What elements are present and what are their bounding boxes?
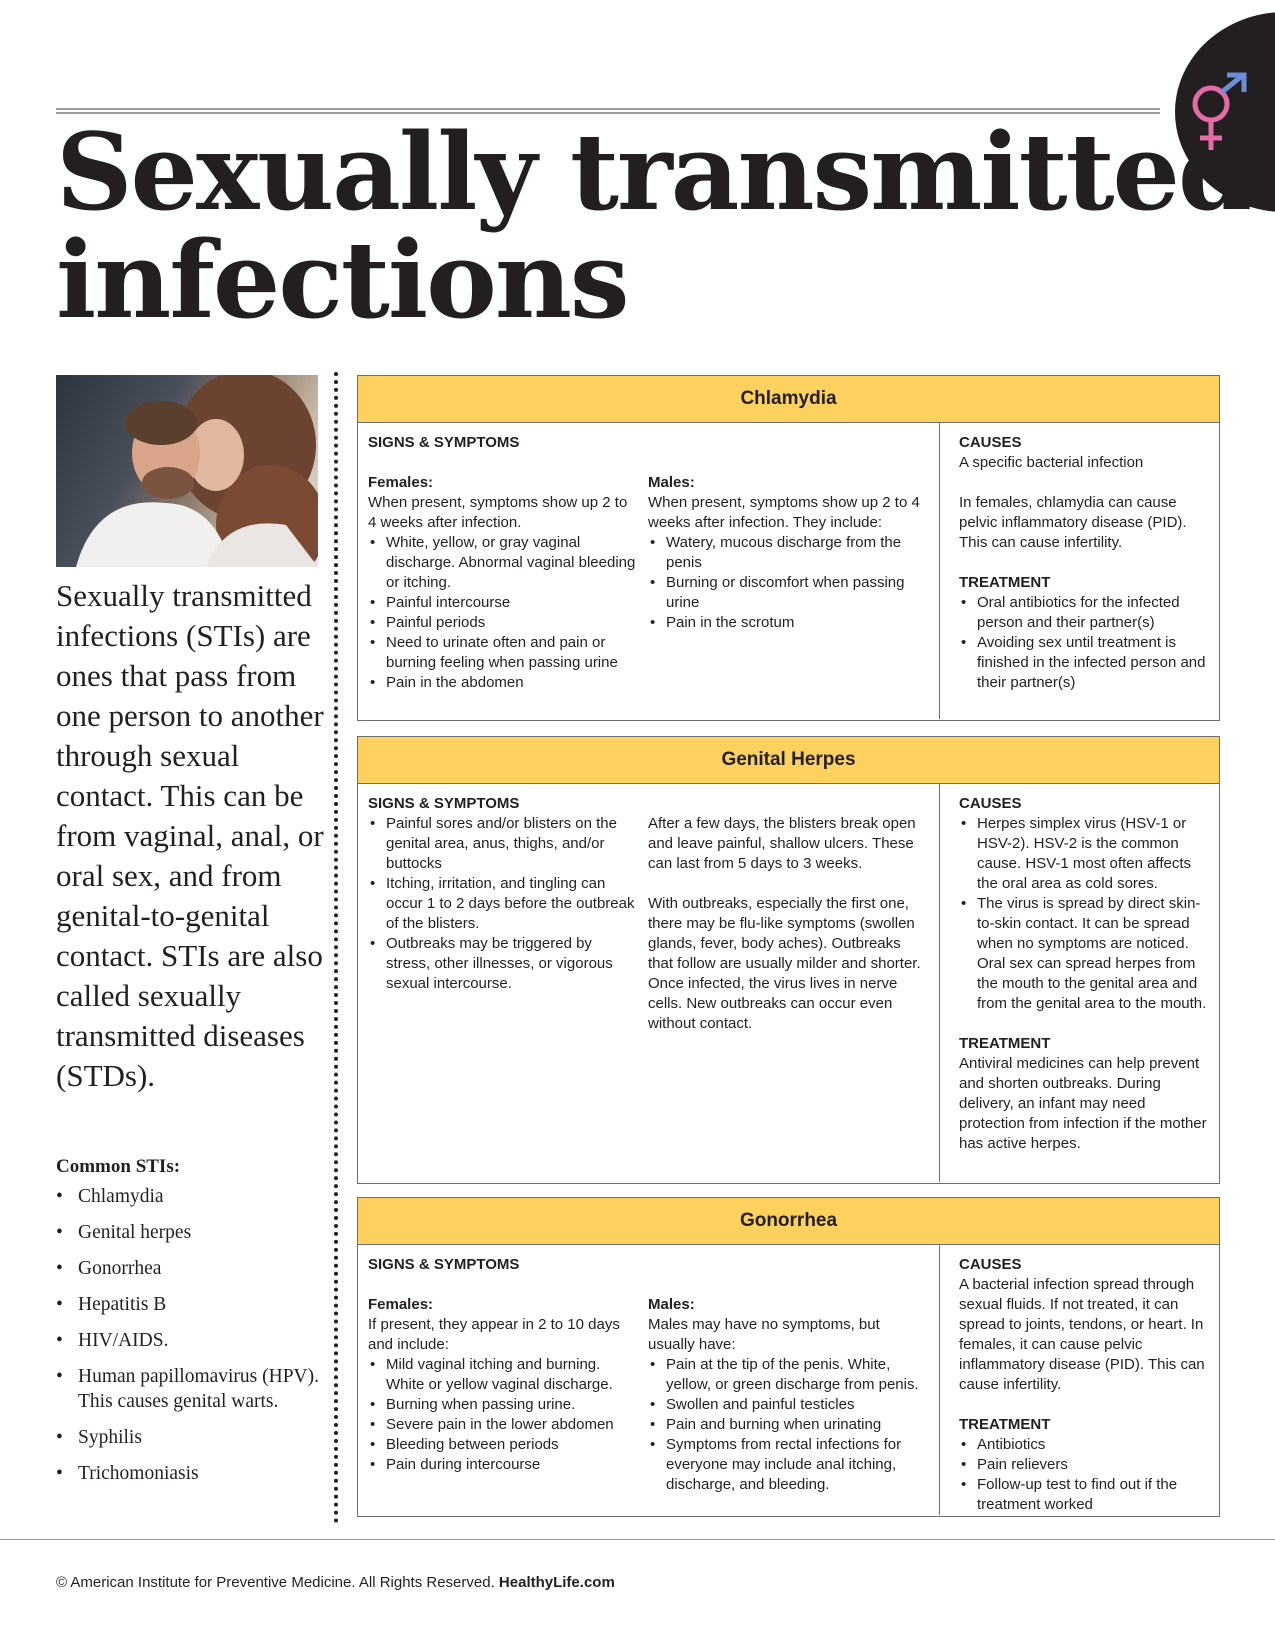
list-item: • White, yellow, or gray vaginal discharge. Abnormal vaginal bleeding or itching. xyxy=(368,533,638,593)
list-item: • Burning when passing urine. xyxy=(368,1395,638,1415)
intro-paragraph: Sexually transmitted infections (STIs) are ones that pass from one person to another through sexual contact. This can be from vaginal, anal, or oral sex, and from genital-to-genital contact. STIs are also called sexually transmitted diseases (STDs). xyxy=(56,578,324,1093)
herpes-paragraph: With outbreaks, especially the first one, there may be flu-like symptoms (swollen glands, fever, body aches). Outbreaks that follow are usually milder and shorter. Once infected, the virus lives in nerve cells. New outbreaks can occur even without contact. xyxy=(648,895,921,1032)
males-label: Males: xyxy=(648,474,695,491)
list-item: • Follow-up test to find out if the treatment worked xyxy=(959,1475,1209,1515)
list-item: • Itching, irritation, and tingling can occur 1 to 2 days before the outbreak of the blisters. xyxy=(368,874,638,934)
footer-rule xyxy=(0,1539,1275,1540)
treatment-text: Antiviral medicines can help prevent and shorten outbreaks. During delivery, an infant may need protection from infection if the mother has active herpes. xyxy=(959,1055,1207,1152)
list-item: • Symptoms from rectal infections for everyone may include anal itching, discharge, and bleeding. xyxy=(648,1435,929,1495)
signs-header: SIGNS & SYMPTOMS xyxy=(368,1256,520,1273)
list-item: • Watery, mucous discharge from the penis xyxy=(648,533,929,573)
list-item: • Hepatitis B xyxy=(56,1292,326,1317)
list-item: • Pain in the scrotum xyxy=(648,613,929,633)
list-item: • Need to urinate often and pain or burning feeling when passing urine xyxy=(368,633,638,673)
treatment-header: TREATMENT xyxy=(959,1416,1051,1433)
list-item: • Oral antibiotics for the infected person and their partner(s) xyxy=(959,593,1209,633)
gonorrhea-females-column xyxy=(358,1245,648,1515)
males-intro: When present, symptoms show up 2 to 4 weeks after infection. They include: xyxy=(648,494,920,531)
genital-herpes-title: Genital Herpes xyxy=(358,737,1219,784)
signs-header: SIGNS & SYMPTOMS xyxy=(368,434,520,451)
footer xyxy=(56,1574,615,1591)
herpes-causes-column xyxy=(939,784,1219,1182)
photo-illustration xyxy=(56,375,318,567)
signs-header: SIGNS & SYMPTOMS xyxy=(368,795,520,812)
females-label: Females: xyxy=(368,1296,434,1313)
copyright-text: © American Institute for Preventive Medicine. All Rights Reserved. xyxy=(56,1574,495,1591)
causes-text: A specific bacterial infection xyxy=(959,454,1144,471)
list-item: • The virus is spread by direct skin-to-skin contact. It can be spread when no symptoms are noticed. Oral sex can spread herpes from the mouth to the genital area and from the genital area to the mouth. xyxy=(959,894,1209,1014)
list-item: • Trichomoniasis xyxy=(56,1461,326,1486)
list-item: • Antibiotics xyxy=(959,1435,1209,1455)
list-item: • Bleeding between periods xyxy=(368,1435,638,1455)
gonorrhea-causes-column xyxy=(939,1245,1219,1515)
list-item: • Pain relievers xyxy=(959,1455,1209,1475)
chlamydia-males-column xyxy=(648,423,939,719)
list-item: • Herpes simplex virus (HSV-1 or HSV-2). HSV-2 is the common cause. HSV-1 most often affects the oral area as cold sores. xyxy=(959,814,1209,894)
list-item: • Pain during intercourse xyxy=(368,1455,638,1475)
list-item: • Syphilis xyxy=(56,1425,326,1450)
females-intro: If present, they appear in 2 to 10 days and include: xyxy=(368,1316,620,1353)
causes-header: CAUSES xyxy=(959,1256,1022,1273)
page-title xyxy=(56,109,1251,342)
gonorrhea-males-column xyxy=(648,1245,939,1515)
list-item: • Painful periods xyxy=(368,613,638,633)
list-item: • Avoiding sex until treatment is finished in the infected person and their partner(s) xyxy=(959,633,1209,693)
list-item: • Severe pain in the lower abdomen xyxy=(368,1415,638,1435)
list-item: • Painful sores and/or blisters on the genital area, anus, thighs, and/or buttocks xyxy=(368,814,638,874)
list-item: • Human papillomavirus (HPV). This causes genital warts. xyxy=(56,1364,326,1414)
list-item: • HIV/AIDS. xyxy=(56,1328,326,1353)
list-item: • Pain and burning when urinating xyxy=(648,1415,929,1435)
list-item: • Mild vaginal itching and burning. White or yellow vaginal discharge. xyxy=(368,1355,638,1395)
list-item: • Gonorrhea xyxy=(56,1256,326,1281)
chlamydia-card xyxy=(357,375,1220,721)
list-item: • Genital herpes xyxy=(56,1220,326,1245)
common-stis-list xyxy=(56,1184,326,1497)
males-intro: Males may have no symptoms, but usually have: xyxy=(648,1316,880,1353)
females-intro: When present, symptoms show up 2 to 4 weeks after infection. xyxy=(368,494,628,531)
causes-text: In females, chlamydia can cause pelvic inflammatory disease (PID). This can cause infertility. xyxy=(959,494,1187,551)
chlamydia-females-column xyxy=(358,423,648,719)
genital-herpes-card xyxy=(357,736,1220,1184)
causes-header: CAUSES xyxy=(959,434,1022,451)
list-item: • Chlamydia xyxy=(56,1184,326,1209)
list-item: • Burning or discomfort when passing urine xyxy=(648,573,929,613)
list-item: • Painful intercourse xyxy=(368,593,638,613)
chlamydia-title: Chlamydia xyxy=(358,376,1219,423)
herpes-description-column xyxy=(648,784,939,1182)
chlamydia-causes-column xyxy=(939,423,1219,719)
list-item: • Pain at the tip of the penis. White, yellow, or green discharge from penis. xyxy=(648,1355,929,1395)
gonorrhea-card xyxy=(357,1197,1220,1517)
herpes-paragraph: After a few days, the blisters break open and leave painful, shallow ulcers. These can last from 5 days to 3 weeks. xyxy=(648,815,916,872)
common-stis-title: Common STIs: xyxy=(56,1156,181,1177)
females-label: Females: xyxy=(368,474,434,491)
treatment-header: TREATMENT xyxy=(959,1035,1051,1052)
dotted-divider xyxy=(334,372,338,1524)
causes-header: CAUSES xyxy=(959,795,1022,812)
title-line-1: Sexually transmitted xyxy=(56,109,1251,234)
males-label: Males: xyxy=(648,1296,695,1313)
list-item: • Swollen and painful testicles xyxy=(648,1395,929,1415)
herpes-signs-column xyxy=(358,784,648,1182)
gonorrhea-title: Gonorrhea xyxy=(358,1198,1219,1245)
causes-text: A bacterial infection spread through sexual fluids. If not treated, it can spread to joints, tendons, or heart. In females, it can cause pelvic inflammatory disease (PID). This can cause infertility. xyxy=(959,1276,1205,1393)
list-item: • Outbreaks may be triggered by stress, other illnesses, or vigorous sexual intercourse. xyxy=(368,934,638,994)
site-link[interactable]: HealthyLife.com xyxy=(498,1574,615,1591)
title-line-2: infections xyxy=(56,217,628,342)
treatment-header: TREATMENT xyxy=(959,574,1051,591)
list-item: • Pain in the abdomen xyxy=(368,673,638,693)
couple-photo xyxy=(56,375,318,567)
